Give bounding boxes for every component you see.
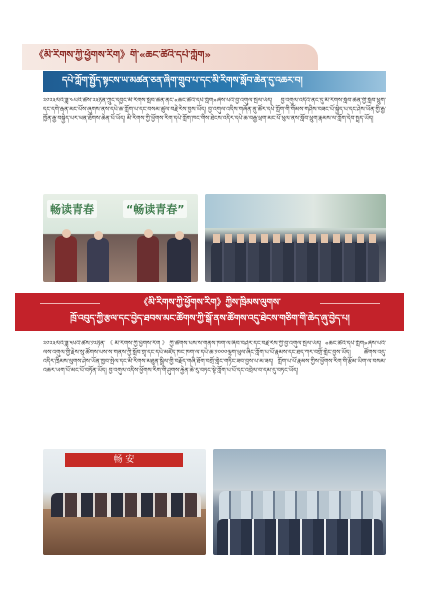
photo-award-ceremony (43, 194, 198, 282)
photo-meeting (43, 449, 206, 555)
section1-paragraph: ༢༠༢༣ལོའི་ཟླ་༤པའི་ཚེས་༢༣ཉིན་ཀྲུང་དབྱང་མི་རིགས་སློབ་ཆེན་ནང་«ཆང་ཚིའི་དཔེ་ཀློག»ཞེས་པའི་བྱ་འགུལ་སྤེལ་ཡོད། བྱ་འགུལ་འདིའི་ནང་དུ་མི་རིགས་སློབ་ཆེན་གྱི་སློབ་ཕྲུག་དང་དགེ་རྒན་མང་པོས་ཞུགས་ནས་དཔེ་ཆ་ཀློག་པ་དང་བསམ་ཚུལ་བརྗེ་རེས་བྱས་ཡོད། བྱ་འགུལ་འདིས་གཞོན་ནུ་ཚོར་དཔེ་ཀློག་གི་གོམས་གཤིས་བཟང་པོ་སྐྱེད་པ་དང་ཤེས་ཡོན་གྱི་རྒྱ་ཁྱོན་རྒྱ་བསྐྱེད་པར་ཕན་ཐོགས་ཆེན་པོ་ཡོད། མི་རིགས་ཀྱི་ཕྱོགས་རིག་དཔེ་ཀློག་ཁང་གིས་ཐེངས་འདིར་དཔེ་ཆ་བརྒྱ་ཕྲག་མང་པོ་ཕུལ་ནས་སློབ་ཕྲུག་རྣམས་ལ་ཀློག་དེབ་སྤྲད་ཡོད། (43, 97, 386, 122)
person-figure (167, 238, 191, 282)
person-head (144, 229, 153, 238)
group-faces (213, 234, 379, 243)
page-title: 《མི་རིགས་ཀྱི་ཕྱོགས་རིག》གི་«ཆང་ཚིའི་དཔེ་ཀློག» (34, 50, 211, 61)
photo1-sign-left: 畅读青春 (47, 200, 97, 218)
section2-banner-line2: ཁྲོ་འབུད་ཀྱི་རྩལ་དང་བྱེད་ཐབས་མང་ཚོགས་ཀྱི་སྒོ་ནས་ཚོགས་འདུ་ཐེངས་གཅིག་གི་ཆེད་ཞུ་བྱེད་པ། (70, 314, 350, 324)
group-back-row (219, 491, 381, 521)
group-of-people (211, 242, 379, 282)
person-figure (87, 238, 109, 282)
photo-group-outdoor (205, 194, 386, 282)
building-facade (213, 449, 386, 489)
section2-banner-line1: 《མི་རིགས་ཀྱི་ཕྱོགས་རིག》ཀྱིས་ཁྲིམས་ལུགས་ (139, 298, 281, 308)
group-front-row (217, 519, 383, 555)
person-head (94, 231, 103, 240)
section2-paragraph: ༢༠༢༣ལོའི་ཟླ་༥པའི་ཚེས་༡༢ཉིན་《མི་རིགས་ཀྱི་ཕྱོགས་རིག》ཀྱི་ཚོགས་པས་ས་གནས་ཁག་ལ་ཞིབ་བཤེར་དང་བརྗེ་རེས་ཀྱི་བྱ་འགུལ་སྤེལ་ཡོད། «ཆང་ཚིའི་དཔེ་ཀློག»ཞེས་པའི་ལས་འགུལ་གྱི་རྗེས་སུ་ཚོགས་པས་ས་གནས་ཀྱི་སློབ་གྲྭ་དང་དཔེ་མཛོད་ཁང་ཁག་ལ་དཔེ་ཆ་༡༠༠༠ལྷག་ཕུལ་ཞིང་ཀློག་པ་པོ་རྣམས་དང་ཐད་ཀར་བགྲོ་གླེང་བྱས་ཡོད། ཚོགས་འདུ་འདིར་ཁྲིམས་ལུགས་ཤེས་ཡོན་ཁྱབ་སྤེལ་དང་མི་རིགས་མཐུན་སྒྲིལ་གྱི་བརྗོད་གཞི་ཐོག་བགྲོ་གླེང་གཏིང་ཟབ་བྱས་པ་མ་ཟད། ཀློག་པ་པོ་རྣམས་ཀྱིས་ཕྱོགས་རིག་གི་རྩོམ་ཡིག་ལ་བསམ་འཆར་ཡག་པོ་མང་པོ་བཏོན་ཡོད། བྱ་འགུལ་འདིས་ཕྱོགས་རིག་གི་ཤུགས་རྐྱེན་ཆེ་རུ་བཏང་སྟེ་ཀློག་པ་པོ་དང་འབྲེལ་བ་དམ་དུ་བཏང་ཡོད། (43, 340, 386, 374)
seated-people (51, 493, 201, 517)
photo-group-building (213, 449, 386, 555)
person-figure (137, 236, 159, 282)
person-figure (55, 236, 77, 282)
section1-banner-text: དཔེ་ཀློག་སྤྱོད་སྟངས་ཡ་མཚན་ཅན་ཞིག་གྲུབ་པ་དང་མི་རིགས་སློབ་ཆེན་དུ་འཆར་བ། (62, 76, 303, 86)
person-head (175, 231, 184, 240)
photo3-banner-sign: 畅 安 (65, 453, 183, 467)
person-head (62, 229, 71, 238)
building-background (205, 194, 386, 228)
photo1-sign-right: “畅读青春” (123, 200, 187, 218)
